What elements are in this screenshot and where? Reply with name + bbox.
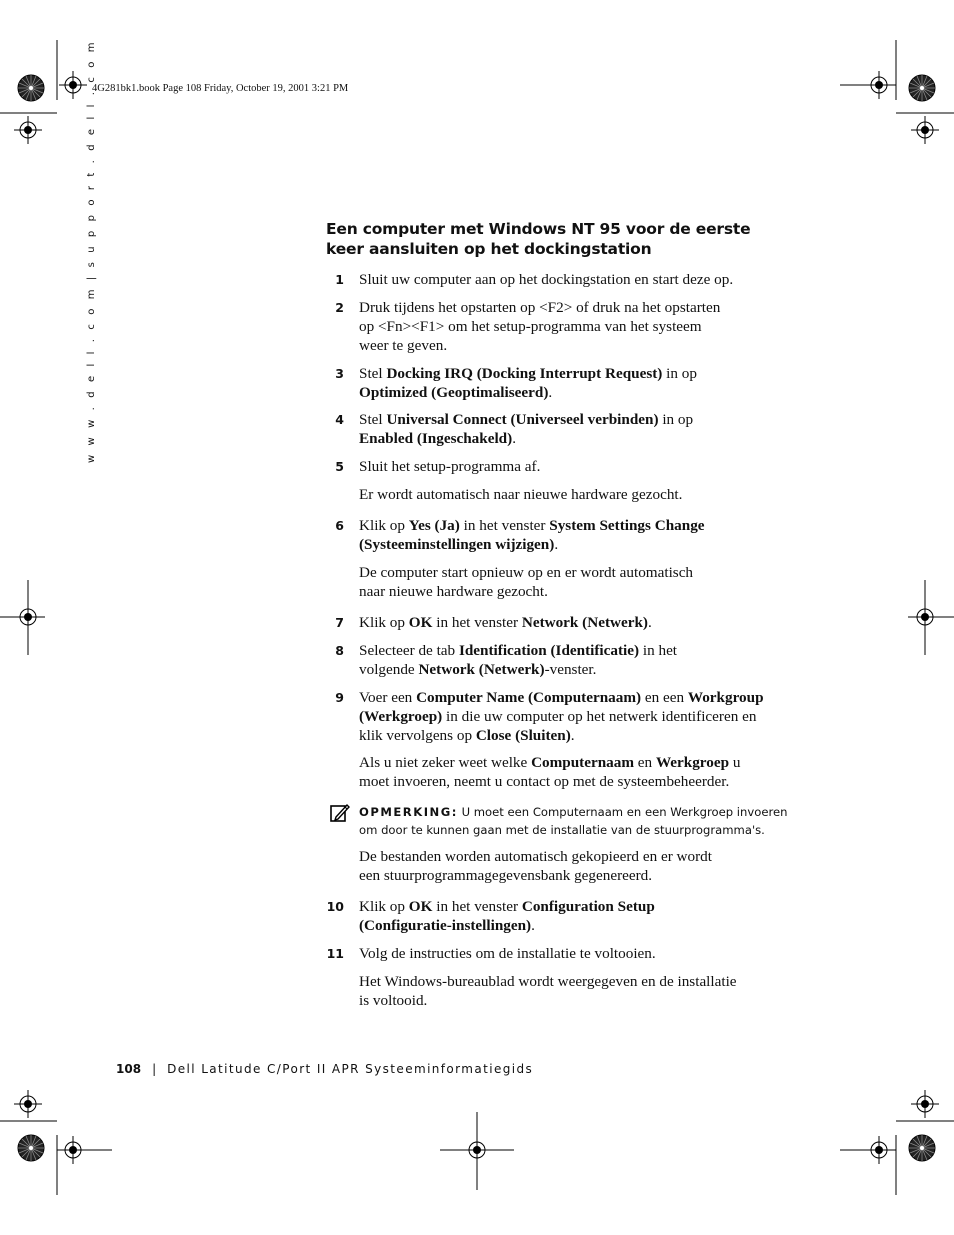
sidebar-url: w w w . d e l l . c o m | s u p p o r t . d e l l . c o m [86, 39, 97, 463]
step-text [359, 270, 789, 289]
step-line: Sluit het setup-programma af. [359, 458, 541, 475]
step-text [359, 516, 789, 554]
step-text [359, 364, 789, 402]
page-number: 108 [116, 1062, 142, 1076]
step-text [359, 410, 789, 448]
step-line: Stel Docking IRQ (Docking Interrupt Request) in op [359, 365, 697, 382]
step-line: Stel Universal Connect (Universeel verbinden) in op [359, 411, 694, 428]
step-line: (Configuratie-instellingen). [359, 917, 535, 934]
step-line: op <Fn><F1> om het setup-programma van het systeem [359, 318, 702, 335]
step-number: 1 [335, 272, 344, 287]
step-text [359, 457, 789, 476]
step-number: 11 [326, 946, 344, 961]
step-line: Klik op OK in het venster Network (Netwerk). [359, 614, 652, 631]
step-text [359, 944, 789, 963]
step-line: Klik op Yes (Ja) in het venster System Settings Change [359, 517, 705, 534]
step-line: Klik op OK in het venster Configuration Setup [359, 898, 655, 915]
section-title-line2: keer aansluiten op het dockingstation [326, 240, 652, 258]
step-result: De computer start opnieuw op en er wordt automatisch naar nieuwe hardware gezocht. [359, 564, 694, 600]
step-result: Het Windows-bureaublad wordt weergegeven en de installatie is voltooid. [359, 973, 737, 1009]
step-line: Volg de instructies om de installatie te voltooien. [359, 945, 656, 962]
step-line: Selecteer de tab Identification (Identificatie) in het [359, 642, 678, 659]
file-info-header: 4G281bk1.book Page 108 Friday, October 19, 2001 3:21 PM [92, 83, 349, 94]
note-label: OPMERKING: [359, 805, 458, 819]
step-number: 10 [326, 899, 344, 914]
step-line: Enabled (Ingeschakeld). [359, 430, 516, 447]
book-title: Dell Latitude C/Port II APR Systeeminformatiegids [167, 1062, 534, 1076]
step-result: Als u niet zeker weet welke Computernaam en Werkgroep u moet invoeren, neemt u contact op met de systeembeheerder. [359, 754, 741, 790]
step-line: volgende Network (Netwerk)-venster. [359, 661, 597, 678]
step-line: (Werkgroep) in die uw computer op het netwerk identificeren en [359, 708, 757, 725]
note-text: OPMERKING: U moet een Computernaam en een Werkgroep invoeren om door te kunnen gaan met de installatie van de stuurprogramma's. [359, 805, 788, 837]
section-title [326, 219, 766, 259]
step-text [359, 641, 789, 679]
step-line: Optimized (Geoptimaliseerd). [359, 384, 553, 401]
step-number: 9 [335, 690, 344, 705]
step-line: (Systeeminstellingen wijzigen). [359, 536, 559, 553]
step-line: Voer een Computer Name (Computernaam) en een Workgroup [359, 689, 764, 706]
step-line: Sluit uw computer aan op het dockingstation en start deze op. [359, 271, 734, 288]
step-number: 3 [335, 366, 344, 381]
step-text [359, 613, 789, 632]
step-number: 6 [335, 518, 344, 533]
step-line: klik vervolgens op Close (Sluiten). [359, 727, 575, 744]
page-footer [116, 1062, 533, 1076]
pencil-note-icon [330, 803, 350, 823]
step-result: Er wordt automatisch naar nieuwe hardware gezocht. [359, 486, 683, 503]
step-number: 4 [335, 412, 344, 427]
step-number: 8 [335, 643, 344, 658]
step-text [359, 897, 789, 935]
step-text [359, 688, 789, 745]
footer-separator: | [152, 1062, 157, 1076]
step-line: weer te geven. [359, 337, 448, 354]
step-text [359, 298, 789, 355]
step-number: 5 [335, 459, 344, 474]
step-line: Druk tijdens het opstarten op <F2> of druk na het opstarten [359, 299, 721, 316]
step-number: 2 [335, 300, 344, 315]
section-title-line1: Een computer met Windows NT 95 voor de eerste [326, 220, 751, 238]
note-followup: De bestanden worden automatisch gekopieerd en er wordt een stuurprogrammagegevensbank gegenereerd. [359, 848, 712, 884]
step-number: 7 [335, 615, 344, 630]
